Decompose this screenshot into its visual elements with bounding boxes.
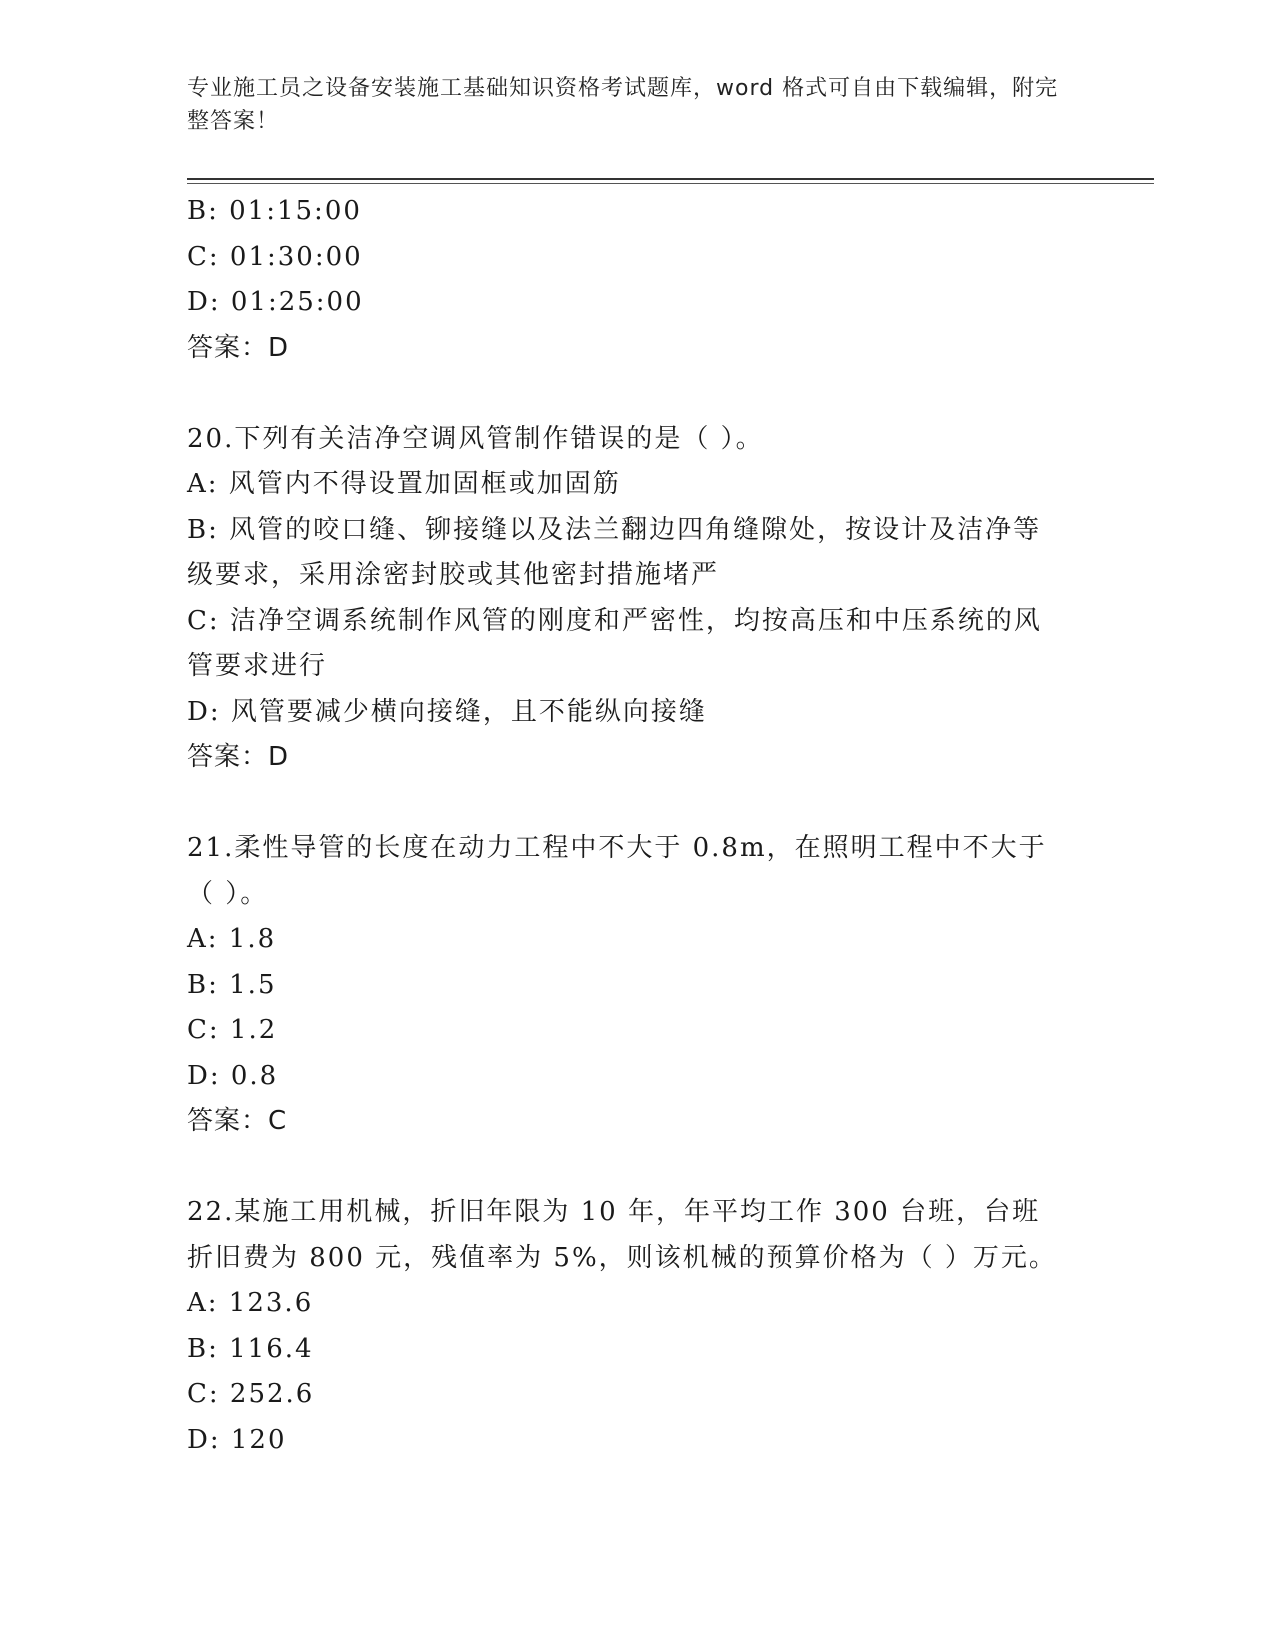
option-b: B: 1.5: [187, 969, 277, 1000]
header-divider-thick: [187, 178, 1154, 180]
option-d: D: 风管要减少横向接缝，且不能纵向接缝: [187, 696, 707, 727]
option-b: B: 01:15:00: [187, 196, 362, 226]
option-d: D: 01:25:00: [187, 287, 364, 317]
option-d: D: 0.8: [187, 1060, 279, 1091]
question-20: [187, 417, 1067, 781]
spacer: [187, 371, 1067, 417]
question-stem: 22.某施工用机械，折旧年限为 10 年，年平均工作 300 台班，台班折旧费为 800 元，残值率为 5%，则该机械的预算价格为（ ）万元。: [187, 1197, 1057, 1273]
question-19-continued: [187, 189, 1067, 371]
option-c: C: 252.6: [187, 1379, 315, 1409]
answer-line: 答案：D: [187, 742, 290, 772]
option-b: B: 风管的咬口缝、铆接缝以及法兰翻边四角缝隙处，按设计及洁净等级要求，采用涂密封胶或其他密封措施堵严: [187, 514, 1042, 590]
header-divider-thin: [187, 183, 1154, 184]
option-b: B: 116.4: [187, 1333, 314, 1364]
option-c: C: 01:30:00: [187, 241, 363, 272]
option-a: A: 123.6: [187, 1288, 314, 1318]
answer-line: 答案：D: [187, 332, 290, 363]
answer-line: 答案：C: [187, 1106, 288, 1136]
option-c: C: 洁净空调系统制作风管的刚度和严密性，均按高压和中压系统的风管要求进行: [187, 605, 1042, 681]
spacer: [187, 1145, 1067, 1191]
option-d: D: 120: [187, 1424, 287, 1455]
option-a: A: 1.8: [187, 924, 277, 954]
question-21: [187, 826, 1067, 1145]
option-c: C: 1.2: [187, 1015, 278, 1045]
question-stem: 20.下列有关洁净空调风管制作错误的是（ ）。: [187, 423, 764, 454]
document-header: 专业施工员之设备安装施工基础知识资格考试题库，word 格式可自由下载编辑，附完整答案！: [187, 76, 1059, 134]
option-a: A: 风管内不得设置加固框或加固筋: [187, 469, 621, 499]
question-22: [187, 1190, 1067, 1463]
spacer: [187, 781, 1067, 827]
question-stem: 21.柔性导管的长度在动力工程中不大于 0.8m，在照明工程中不大于（ ）。: [187, 833, 1047, 909]
question-list: [187, 189, 1067, 1463]
